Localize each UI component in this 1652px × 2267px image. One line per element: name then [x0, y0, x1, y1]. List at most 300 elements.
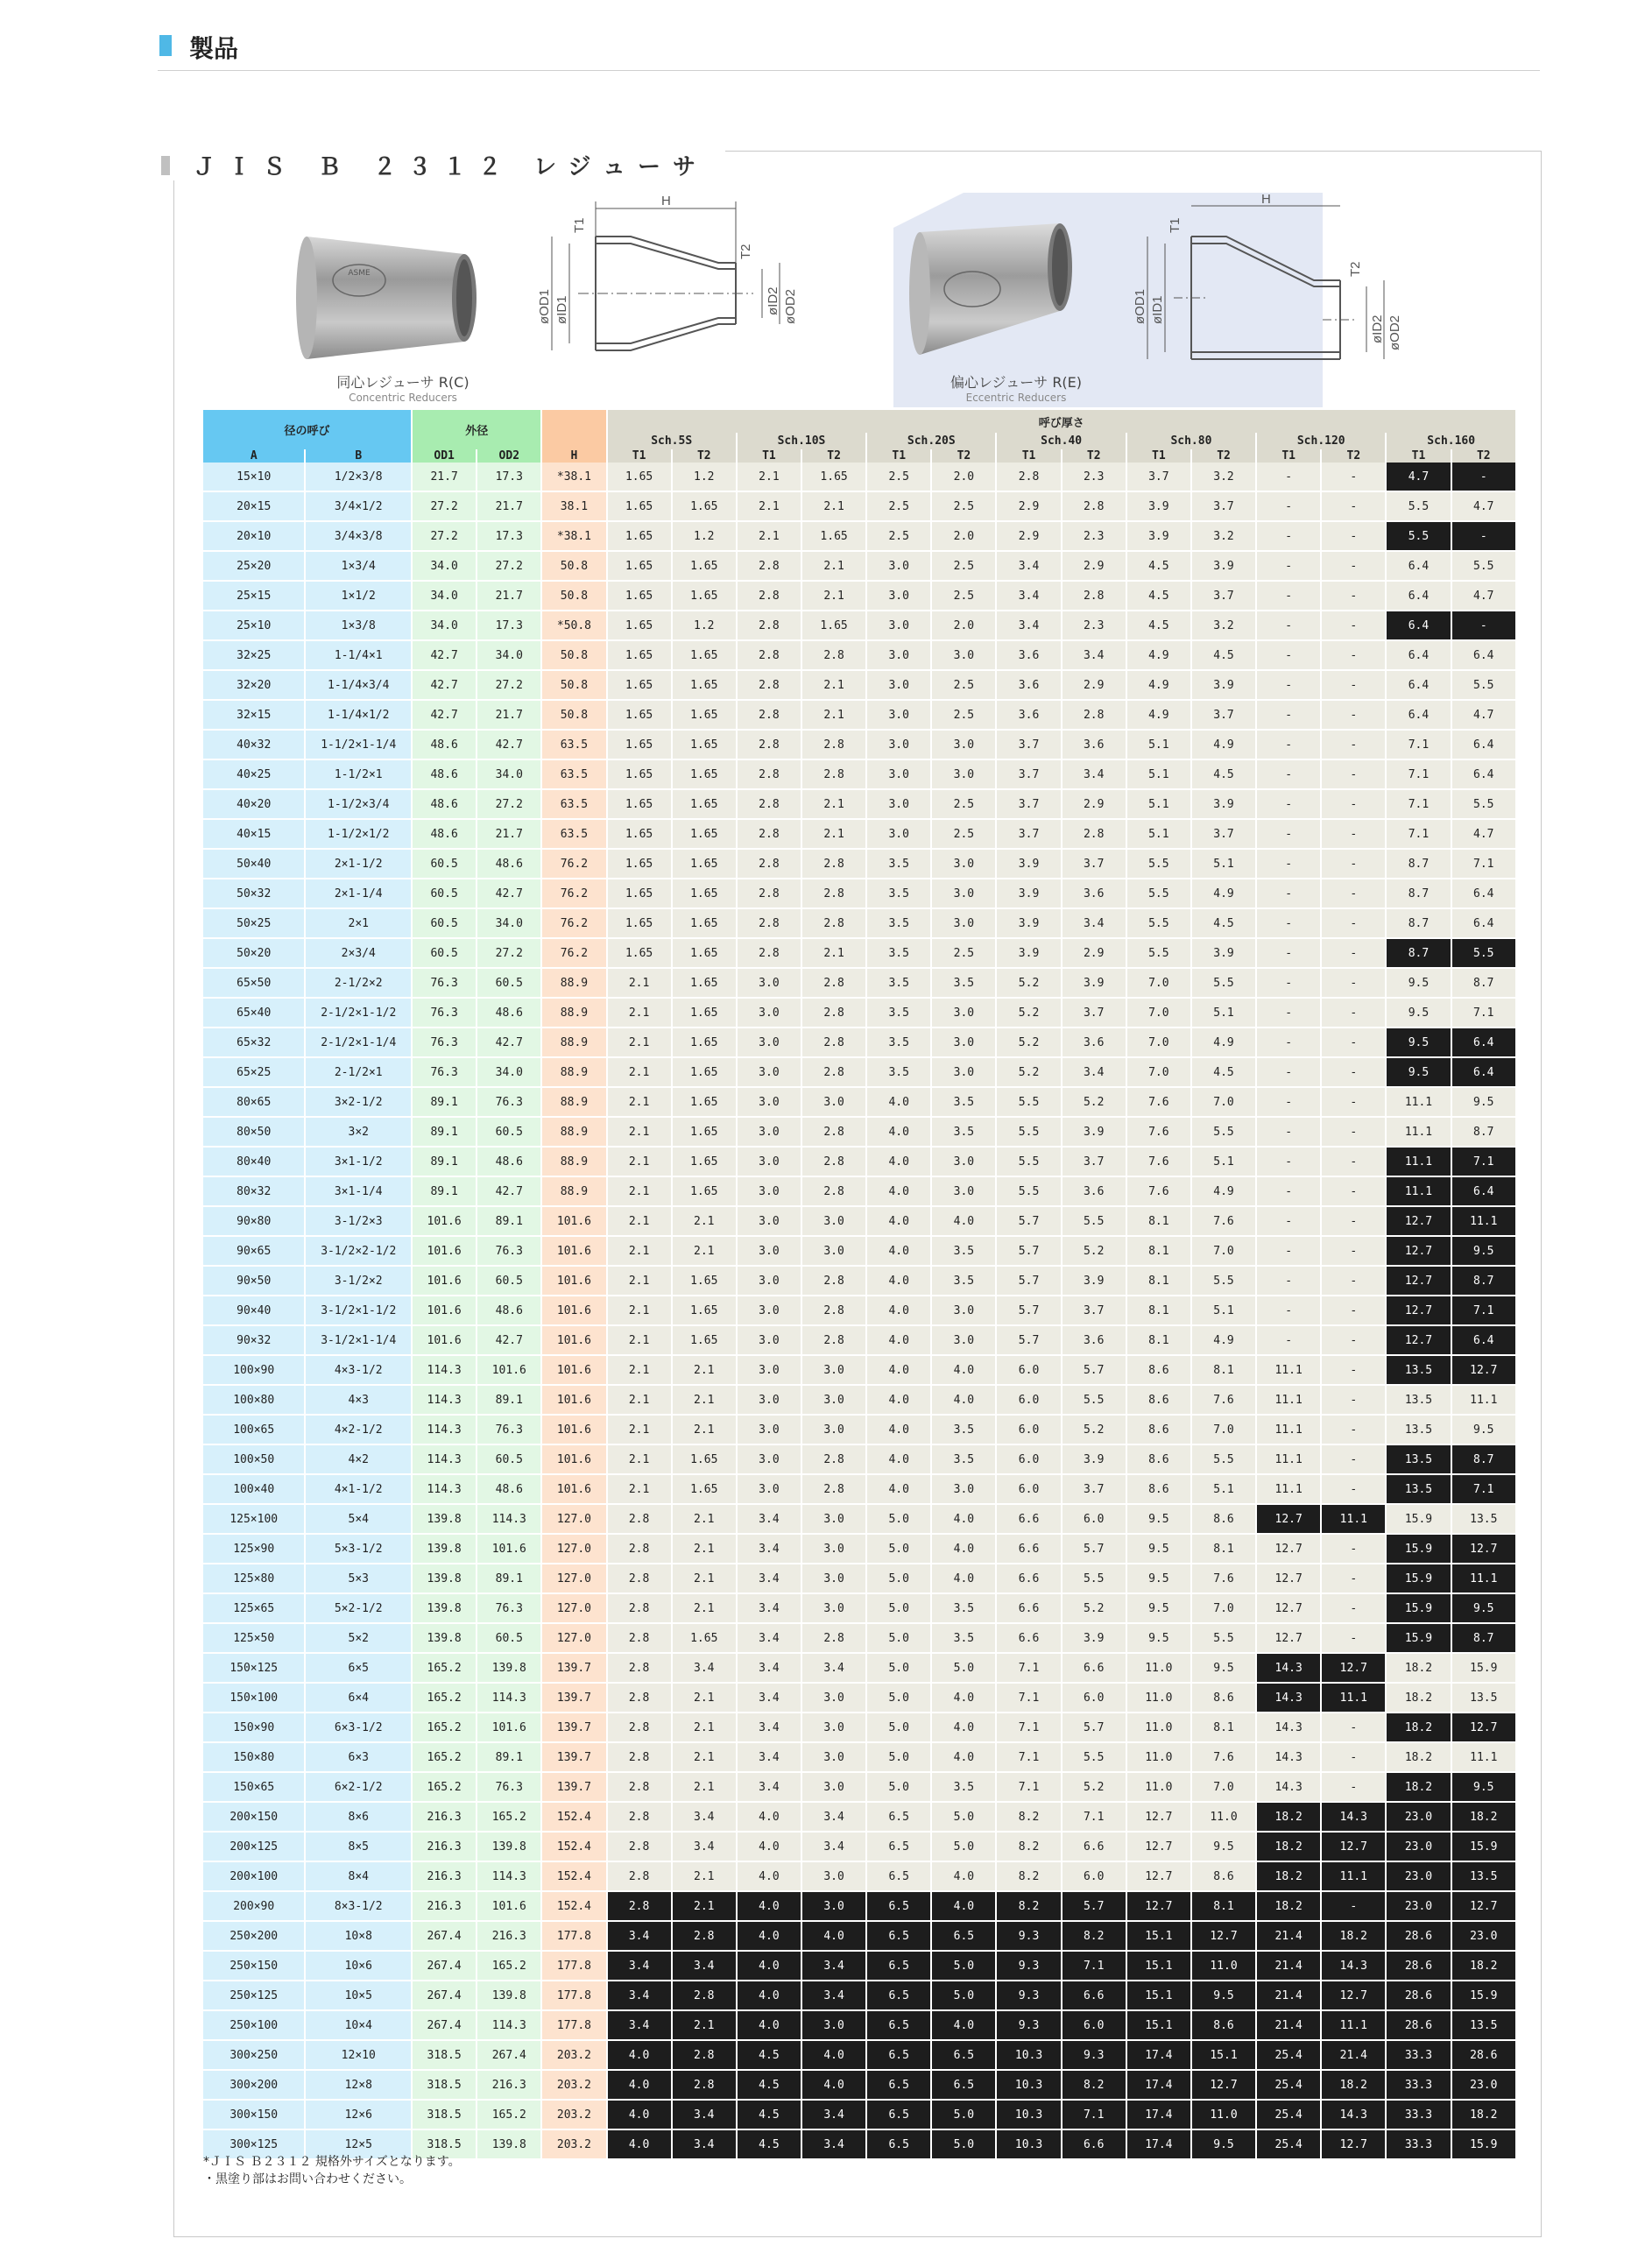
size-a-cell: 150×100 [203, 1684, 304, 1713]
size-b-cell: 12×8 [306, 2071, 411, 2101]
thickness-cell: 3.0 [867, 552, 930, 582]
od2-cell: 48.6 [477, 999, 540, 1028]
size-a-cell: 80×32 [203, 1177, 304, 1207]
thickness-cell: 5.5 [1192, 1267, 1255, 1296]
od1-cell: 60.5 [413, 939, 476, 969]
od1-cell: 139.8 [413, 1505, 476, 1535]
thickness-cell: 8.6 [1192, 1862, 1255, 1892]
size-b-cell: 6×4 [306, 1684, 411, 1713]
od1-cell: 48.6 [413, 760, 476, 790]
h-cell: 88.9 [542, 969, 605, 999]
thickness-cell: 12.7 [1127, 1862, 1190, 1892]
thickness-cell: 2.1 [673, 1594, 736, 1624]
thickness-cell: - [1257, 1237, 1320, 1267]
thickness-cell: 3.0 [802, 2011, 865, 2041]
thickness-cell: 4.0 [932, 1684, 995, 1713]
thickness-cell: 9.3 [997, 1952, 1060, 1981]
thickness-cell: 7.1 [997, 1773, 1060, 1803]
od2-cell: 27.2 [477, 939, 540, 969]
size-a-cell: 20×15 [203, 492, 304, 522]
thickness-cell: 3.4 [1063, 909, 1126, 939]
thickness-cell: - [1257, 463, 1320, 492]
thickness-cell: 9.5 [1387, 1058, 1450, 1088]
thickness-cell: 1.2 [673, 522, 736, 552]
od2-cell: 60.5 [477, 1624, 540, 1654]
thickness-cell: 2.8 [802, 1148, 865, 1177]
size-b-cell: 1/2×3/8 [306, 463, 411, 492]
thickness-cell: 4.0 [932, 2011, 995, 2041]
thickness-cell: - [1322, 1624, 1385, 1654]
thickness-cell: 12.7 [1387, 1237, 1450, 1267]
thickness-cell: 2.1 [802, 582, 865, 611]
size-a-cell: 250×150 [203, 1952, 304, 1981]
thickness-cell: 3.0 [738, 1267, 801, 1296]
od2-cell: 139.8 [477, 2130, 540, 2160]
thickness-cell: 5.5 [1452, 552, 1515, 582]
thickness-cell: 2.5 [932, 790, 995, 820]
thickness-cell: 13.5 [1387, 1416, 1450, 1445]
thickness-cell: 3.9 [997, 879, 1060, 909]
thickness-cell: 3.0 [738, 1237, 801, 1267]
thickness-cell: - [1257, 1118, 1320, 1148]
od1-cell: 60.5 [413, 850, 476, 879]
thickness-cell: 3.6 [1063, 1028, 1126, 1058]
t1-header: T1 [867, 449, 930, 463]
thickness-cell: 25.4 [1257, 2101, 1320, 2130]
table-row [203, 1237, 1515, 1267]
thickness-cell: 4.5 [1127, 611, 1190, 641]
thickness-cell: 2.8 [1063, 582, 1126, 611]
od1-cell: 318.5 [413, 2101, 476, 2130]
thickness-cell: 3.5 [932, 1118, 995, 1148]
thickness-cell: 12.7 [1322, 1981, 1385, 2011]
thickness-cell: 3.4 [738, 1654, 801, 1684]
size-a-cell: 200×90 [203, 1892, 304, 1922]
thickness-cell: 8.1 [1127, 1326, 1190, 1356]
table-row [203, 1267, 1515, 1296]
thickness-cell: 2.1 [608, 1267, 671, 1296]
thickness-cell: 3.5 [867, 999, 930, 1028]
thickness-cell: 7.1 [1063, 1952, 1126, 1981]
h-cell: 152.4 [542, 1892, 605, 1922]
thickness-cell: 1.65 [802, 611, 865, 641]
size-a-cell: 300×200 [203, 2071, 304, 2101]
thickness-cell: 14.3 [1257, 1654, 1320, 1684]
thickness-cell: 4.9 [1192, 1028, 1255, 1058]
od1-cell: 101.6 [413, 1296, 476, 1326]
thickness-cell: 3.0 [738, 1296, 801, 1326]
thickness-cell: 7.6 [1192, 1564, 1255, 1594]
table-row [203, 2071, 1515, 2101]
thickness-cell: 15.9 [1452, 1833, 1515, 1862]
thickness-cell: 2.5 [867, 522, 930, 552]
size-b-cell: 10×4 [306, 2011, 411, 2041]
size-b-cell: 4×3 [306, 1386, 411, 1416]
thickness-cell: 7.1 [1387, 731, 1450, 760]
size-b-cell: 3-1/2×2 [306, 1267, 411, 1296]
thickness-cell: 12.7 [1452, 1356, 1515, 1386]
thickness-cell: 2.8 [608, 1505, 671, 1535]
thickness-cell: 3.0 [867, 641, 930, 671]
od2-cell: 48.6 [477, 850, 540, 879]
thickness-cell: 2.8 [738, 760, 801, 790]
size-b-cell: 6×3 [306, 1743, 411, 1773]
thickness-cell: 12.7 [1387, 1326, 1450, 1356]
size-a-cell: 125×100 [203, 1505, 304, 1535]
thickness-cell: 2.1 [673, 1713, 736, 1743]
thickness-cell: 2.9 [1063, 939, 1126, 969]
thickness-cell: 6.4 [1452, 1177, 1515, 1207]
thickness-cell: 3.5 [867, 879, 930, 909]
h-cell: 63.5 [542, 790, 605, 820]
thickness-cell: 23.0 [1452, 1922, 1515, 1952]
dim-t2-label: T2 [738, 244, 753, 259]
size-b-cell: 1-1/2×1 [306, 760, 411, 790]
h-cell: 152.4 [542, 1862, 605, 1892]
size-a-cell: 90×32 [203, 1326, 304, 1356]
size-b-cell: 8×4 [306, 1862, 411, 1892]
thickness-cell: 4.5 [1192, 760, 1255, 790]
size-a-cell: 100×80 [203, 1386, 304, 1416]
table-row [203, 1505, 1515, 1535]
section-marker [161, 156, 170, 175]
thickness-cell: 6.0 [1063, 2011, 1126, 2041]
thickness-cell: 1.65 [673, 1624, 736, 1654]
thickness-cell: 7.0 [1127, 1058, 1190, 1088]
thickness-cell: 5.5 [1192, 1118, 1255, 1148]
thickness-cell: - [1322, 760, 1385, 790]
concentric-reducer-photo [296, 237, 477, 359]
thickness-cell: 3.0 [867, 611, 930, 641]
h-cell: 63.5 [542, 760, 605, 790]
od1-cell: 60.5 [413, 879, 476, 909]
thickness-cell: 4.9 [1127, 671, 1190, 701]
thickness-cell: 5.5 [997, 1088, 1060, 1118]
thickness-cell: 3.6 [997, 701, 1060, 731]
schedule-header: Sch.10S [738, 433, 865, 449]
od2-cell: 42.7 [477, 731, 540, 760]
thickness-cell: 2.1 [673, 1862, 736, 1892]
thickness-cell: 3.0 [867, 701, 930, 731]
od2-cell: 34.0 [477, 909, 540, 939]
thickness-cell: 3.0 [802, 1386, 865, 1416]
eccentric-caption-jp: 偏心レジューサ R(E) [950, 374, 1083, 391]
thickness-cell: 6.6 [1063, 2130, 1126, 2160]
thickness-cell: 1.65 [673, 552, 736, 582]
thickness-cell: - [1257, 671, 1320, 701]
thickness-cell: 14.3 [1257, 1743, 1320, 1773]
od2-cell: 114.3 [477, 1862, 540, 1892]
size-b-cell: 3/4×3/8 [306, 522, 411, 552]
size-b-cell: 5×4 [306, 1505, 411, 1535]
note-out-of-spec: *ＪＩＳ Ｂ２３１２ 規格外サイズとなります。 [203, 2155, 461, 2169]
od2-cell: 139.8 [477, 1654, 540, 1684]
table-row [203, 1833, 1515, 1862]
od1-cell: 89.1 [413, 1088, 476, 1118]
od1-cell: 216.3 [413, 1833, 476, 1862]
od2-cell: 101.6 [477, 1535, 540, 1564]
thickness-cell: 4.0 [867, 1296, 930, 1326]
thickness-cell: 2.1 [608, 1445, 671, 1475]
thickness-cell: 8.2 [997, 1833, 1060, 1862]
thickness-cell: 2.8 [608, 1862, 671, 1892]
thickness-cell: 12.7 [1257, 1505, 1320, 1535]
thickness-cell: 8.6 [1192, 1684, 1255, 1713]
thickness-cell: 23.0 [1387, 1892, 1450, 1922]
h-cell: 88.9 [542, 1118, 605, 1148]
thickness-cell: 18.2 [1322, 2071, 1385, 2101]
thickness-cell: 5.1 [1192, 999, 1255, 1028]
thickness-cell: 9.5 [1387, 969, 1450, 999]
thickness-cell: 3.9 [997, 909, 1060, 939]
thickness-cell: - [1322, 1028, 1385, 1058]
thickness-cell: 1.65 [608, 463, 671, 492]
thickness-cell: 4.5 [738, 2101, 801, 2130]
dim-id2-label: øID2 [766, 286, 780, 315]
table-row [203, 1981, 1515, 2011]
thickness-cell: - [1322, 1386, 1385, 1416]
thickness-cell: 7.1 [1063, 2101, 1126, 2130]
thickness-cell: 18.2 [1387, 1743, 1450, 1773]
table-row [203, 1416, 1515, 1445]
size-b-cell: 2×3/4 [306, 939, 411, 969]
thickness-cell: - [1322, 1207, 1385, 1237]
thickness-cell: 14.3 [1257, 1684, 1320, 1713]
size-a-cell: 150×65 [203, 1773, 304, 1803]
thickness-cell: 28.6 [1452, 2041, 1515, 2071]
thickness-cell: 7.1 [1387, 790, 1450, 820]
od1-cell: 101.6 [413, 1207, 476, 1237]
thickness-cell: 2.1 [608, 1058, 671, 1088]
size-a-cell: 150×90 [203, 1713, 304, 1743]
thickness-cell: 5.7 [997, 1296, 1060, 1326]
thickness-cell: 2.1 [608, 1296, 671, 1326]
thickness-cell: 3.9 [1192, 552, 1255, 582]
thickness-cell: 8.6 [1192, 1505, 1255, 1535]
table-row [203, 1564, 1515, 1594]
thickness-cell: 6.6 [997, 1564, 1060, 1594]
thickness-cell: 1.65 [673, 850, 736, 879]
thickness-cell: 1.65 [608, 731, 671, 760]
od1-cell: 114.3 [413, 1445, 476, 1475]
ecc-dim-t2-label: T2 [1348, 261, 1363, 277]
thickness-cell: 13.5 [1452, 1684, 1515, 1713]
thickness-cell: 5.5 [997, 1118, 1060, 1148]
thickness-cell: 3.4 [738, 1713, 801, 1743]
thickness-cell: 3.0 [802, 1416, 865, 1445]
h-cell: 76.2 [542, 939, 605, 969]
thickness-cell: 2.8 [608, 1833, 671, 1862]
thickness-cell: 11.1 [1257, 1386, 1320, 1416]
od1-cell: 48.6 [413, 790, 476, 820]
size-a-cell: 80×50 [203, 1118, 304, 1148]
thickness-cell: 6.4 [1452, 731, 1515, 760]
table-row [203, 1862, 1515, 1892]
od2-cell: 267.4 [477, 2041, 540, 2071]
thickness-cell: 8.7 [1387, 939, 1450, 969]
size-b-cell: 4×1-1/2 [306, 1475, 411, 1505]
thickness-cell: 3.9 [1192, 671, 1255, 701]
thickness-cell: 3.9 [1192, 790, 1255, 820]
od2-cell: 34.0 [477, 1058, 540, 1088]
thickness-cell: 1.65 [608, 552, 671, 582]
thickness-cell: 3.4 [738, 1505, 801, 1535]
thickness-cell: 3.0 [867, 671, 930, 701]
concentric-caption [324, 371, 482, 404]
thickness-cell: 3.0 [738, 1356, 801, 1386]
thickness-cell: 3.7 [1063, 1148, 1126, 1177]
thickness-cell: 3.4 [673, 2130, 736, 2160]
thickness-cell: 6.6 [997, 1505, 1060, 1535]
od2-cell: 17.3 [477, 522, 540, 552]
thickness-cell: - [1257, 1177, 1320, 1207]
thickness-cell: 14.3 [1257, 1773, 1320, 1803]
thickness-cell: 3.4 [673, 1952, 736, 1981]
thickness-cell: 11.0 [1127, 1773, 1190, 1803]
thickness-cell: 3.0 [738, 1148, 801, 1177]
thickness-cell: 7.0 [1127, 969, 1190, 999]
thickness-cell: 3.5 [932, 1445, 995, 1475]
table-row [203, 879, 1515, 909]
thickness-cell: 3.7 [997, 820, 1060, 850]
t1-header: T1 [738, 449, 801, 463]
thickness-cell: 3.0 [802, 1535, 865, 1564]
thickness-cell: 1.65 [673, 1475, 736, 1505]
thickness-cell: 3.0 [867, 731, 930, 760]
table-row [203, 999, 1515, 1028]
thickness-cell: 5.0 [932, 2101, 995, 2130]
thickness-cell: 11.1 [1257, 1475, 1320, 1505]
thickness-cell: 3.5 [932, 1267, 995, 1296]
thickness-cell: 2.8 [673, 1922, 736, 1952]
thickness-cell: 1.65 [608, 611, 671, 641]
thickness-cell: 3.9 [1127, 522, 1190, 552]
col-od-header: 外径 [413, 410, 540, 449]
thickness-cell: 3.0 [932, 1296, 995, 1326]
thickness-cell: 6.6 [997, 1594, 1060, 1624]
table-row [203, 1177, 1515, 1207]
thickness-cell: 1.65 [608, 909, 671, 939]
thickness-cell: 33.3 [1387, 2071, 1450, 2101]
thickness-cell: 2.1 [802, 790, 865, 820]
thickness-cell: 2.1 [738, 522, 801, 552]
thickness-cell: 7.1 [997, 1713, 1060, 1743]
thickness-cell: 1.65 [608, 760, 671, 790]
thickness-cell: - [1257, 641, 1320, 671]
thickness-cell: 9.5 [1387, 999, 1450, 1028]
note-black-cells: ・黒塗り部はお問い合わせください。 [203, 2172, 412, 2186]
thickness-cell: 2.1 [673, 2011, 736, 2041]
od1-cell: 318.5 [413, 2071, 476, 2101]
thickness-cell: 2.1 [608, 1088, 671, 1118]
thickness-cell: - [1322, 909, 1385, 939]
size-b-cell: 3-1/2×2-1/2 [306, 1237, 411, 1267]
schedule-header: Sch.20S [867, 433, 995, 449]
thickness-cell: 5.0 [932, 1981, 995, 2011]
size-b-cell: 3/4×1/2 [306, 492, 411, 522]
thickness-cell: - [1322, 1356, 1385, 1386]
thickness-cell: 3.4 [1063, 641, 1126, 671]
thickness-cell: 2.1 [673, 1416, 736, 1445]
t1-header: T1 [997, 449, 1060, 463]
thickness-cell: 3.4 [997, 611, 1060, 641]
h-cell: 101.6 [542, 1475, 605, 1505]
schedule-header: Sch.40 [997, 433, 1125, 449]
thickness-cell: 7.0 [1127, 1028, 1190, 1058]
thickness-cell: 6.4 [1452, 1028, 1515, 1058]
od1-cell: 165.2 [413, 1713, 476, 1743]
size-a-cell: 200×125 [203, 1833, 304, 1862]
thickness-cell: 11.1 [1387, 1088, 1450, 1118]
thickness-cell: 2.8 [738, 820, 801, 850]
ecc-dim-od2-label: øOD2 [1387, 314, 1402, 350]
thickness-cell: 2.8 [802, 1475, 865, 1505]
size-a-cell: 90×65 [203, 1237, 304, 1267]
thickness-cell: 2.8 [802, 641, 865, 671]
size-b-cell: 8×6 [306, 1803, 411, 1833]
table-row [203, 2011, 1515, 2041]
thickness-cell: 4.0 [608, 2041, 671, 2071]
size-b-cell: 8×5 [306, 1833, 411, 1862]
thickness-cell: 2.8 [673, 2041, 736, 2071]
thickness-cell: 5.7 [1063, 1356, 1126, 1386]
thickness-cell: 9.5 [1127, 1535, 1190, 1564]
thickness-cell: 4.7 [1387, 463, 1450, 492]
thickness-cell: 5.5 [1063, 1207, 1126, 1237]
thickness-cell: 3.7 [1063, 850, 1126, 879]
thickness-cell: 18.2 [1387, 1654, 1450, 1684]
thickness-cell: 12.7 [1257, 1564, 1320, 1594]
thickness-cell: - [1257, 1207, 1320, 1237]
thickness-cell: 5.1 [1192, 1475, 1255, 1505]
table-row [203, 1118, 1515, 1148]
thickness-cell: 3.7 [1063, 999, 1126, 1028]
size-a-cell: 32×25 [203, 641, 304, 671]
thickness-cell: 4.0 [608, 2071, 671, 2101]
thickness-cell: 15.9 [1387, 1535, 1450, 1564]
thickness-cell: 11.1 [1452, 1386, 1515, 1416]
thickness-cell: 4.7 [1452, 701, 1515, 731]
t2-header: T2 [1452, 449, 1515, 463]
thickness-cell: 3.6 [1063, 1177, 1126, 1207]
thickness-cell: - [1257, 1088, 1320, 1118]
thickness-cell: - [1322, 1058, 1385, 1088]
thickness-cell: 2.0 [932, 463, 995, 492]
thickness-cell: 3.2 [1192, 611, 1255, 641]
size-b-cell: 1-1/2×1-1/4 [306, 731, 411, 760]
thickness-cell: 2.8 [802, 1267, 865, 1296]
thickness-cell: 17.4 [1127, 2071, 1190, 2101]
thickness-cell: - [1257, 731, 1320, 760]
size-a-cell: 200×100 [203, 1862, 304, 1892]
thickness-cell: 25.4 [1257, 2130, 1320, 2160]
schedule-header: Sch.5S [608, 433, 736, 449]
thickness-cell: 18.2 [1452, 2101, 1515, 2130]
thickness-cell: 2.1 [802, 492, 865, 522]
table-row [203, 552, 1515, 582]
thickness-cell: 9.5 [1192, 2130, 1255, 2160]
od2-cell: 89.1 [477, 1386, 540, 1416]
size-b-cell: 2-1/2×1-1/2 [306, 999, 411, 1028]
od2-cell: 165.2 [477, 2101, 540, 2130]
thickness-cell: 12.7 [1192, 1922, 1255, 1952]
thickness-cell: 2.3 [1063, 463, 1126, 492]
table-head [203, 410, 1515, 463]
thickness-cell: 6.5 [867, 1922, 930, 1952]
thickness-cell: 2.5 [932, 701, 995, 731]
table-row [203, 701, 1515, 731]
thickness-cell: 2.8 [738, 611, 801, 641]
